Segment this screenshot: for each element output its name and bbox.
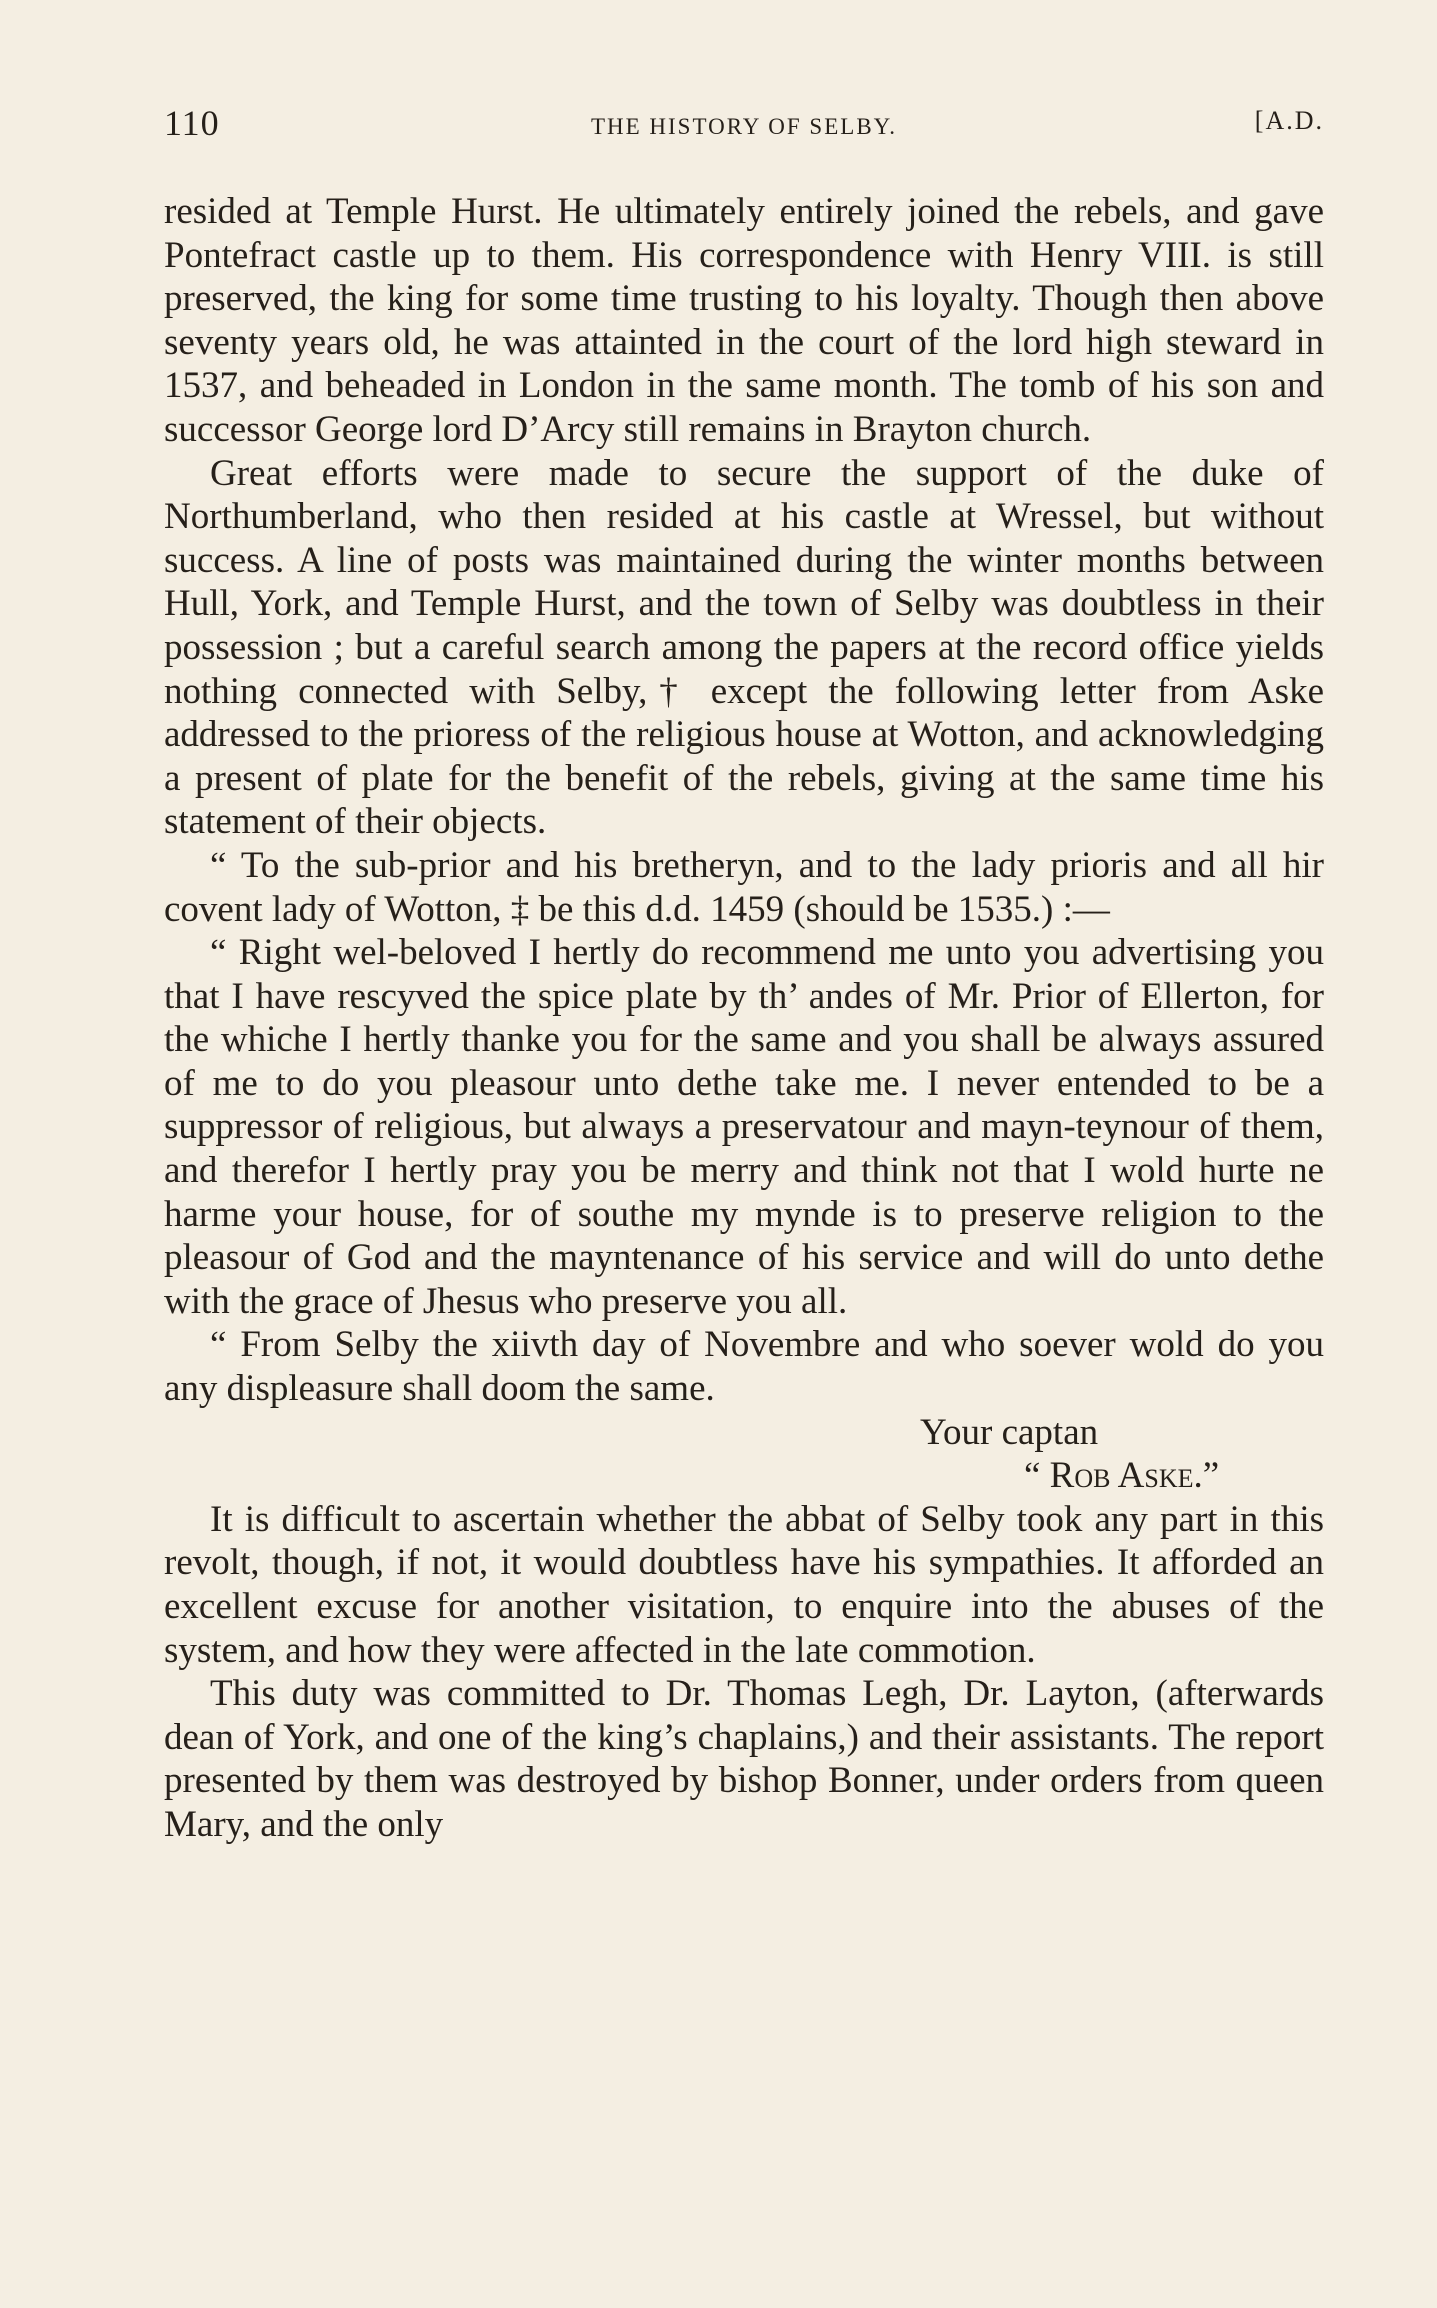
paragraph-visitation: This duty was committed to Dr. Thomas Legh, Dr. Layton, (afterwards dean of York, and one of the king’s chaplains,) and their assistants. The report presented by them was destroyed by bishop Bonner, under orders from queen Mary, and the only [164,1673,1324,1845]
page-number: 110 [164,103,220,143]
paragraph-northumberland: Great efforts were made to secure the support of the duke of Northumberland, who then resided at his castle at Wressel, but without success. A line of posts was maintained during the winter months between Hull, York, and Temple Hurst, and the town of Selby was doubtless in their possession ; but a careful search among the papers at the record office yields nothing connected with Selby,† except the following letter from Aske addressed to the prioress of the religious house at Wotton, and acknowledging a present of plate for the benefit of the rebels, giving at the same time his statement of their objects. [164,452,1324,843]
body-text [164,190,1324,1847]
letter-closing: Your captan [920,1411,1099,1453]
letter-body: “ Right wel-beloved I hertly do recommend me unto you advertising you that I have rescyved the spice plate by th’ andes of Mr. Prior of Ellerton, for the whiche I hertly thanke you for the same and you shall be always assured of me to do you pleasour unto dethe take me. I never entended to be a suppressor of religious, but always a preservatour and mayn-teynour of them, and therefor I hertly pray you be merry and think not that I wold hurte ne harme your house, for of southe my mynde is to preserve religion to the pleasour of God and the mayntenance of his service and will do unto dethe with the grace of Jhesus who preserve you all. [164,932,1324,1322]
era-marker: [A.D. [1254,106,1324,135]
letter-dateline: “ From Selby the xiivth day of Novembre and who soever wold do you any displeasure shall doom the same. [164,1324,1324,1410]
page-header [164,100,1324,150]
paragraph-continuation: resided at Temple Hurst. He ultimately entirely joined the rebels, and gave Pontefract castle up to them. His correspondence with Henry VIII. is still preserved, the king for some time trusting to his loyalty. Though then above seventy years old, he was attainted in the court of the lord high steward in 1537, and beheaded in London in the same month. The tomb of his son and successor George lord D’Arcy still remains in Brayton church. [164,191,1324,450]
paragraph-abbat: It is difficult to ascertain whether the abbat of Selby took any part in this revolt, though, if not, it would doubtless have his sympathies. It afforded an excellent excuse for another visitation, to enquire into the abuses of the system, and how they were affected in the late commotion. [164,1498,1324,1671]
letter-signature: “ Rob Aske.” [1024,1455,1220,1497]
running-title: THE HISTORY OF SELBY. [590,114,898,139]
letter-address: “ To the sub-prior and his bretheryn, and to the lady prioris and all hir covent lady of Wotton, ‡ be this d.d. 1459 (should be 1535.) :— [164,844,1324,930]
